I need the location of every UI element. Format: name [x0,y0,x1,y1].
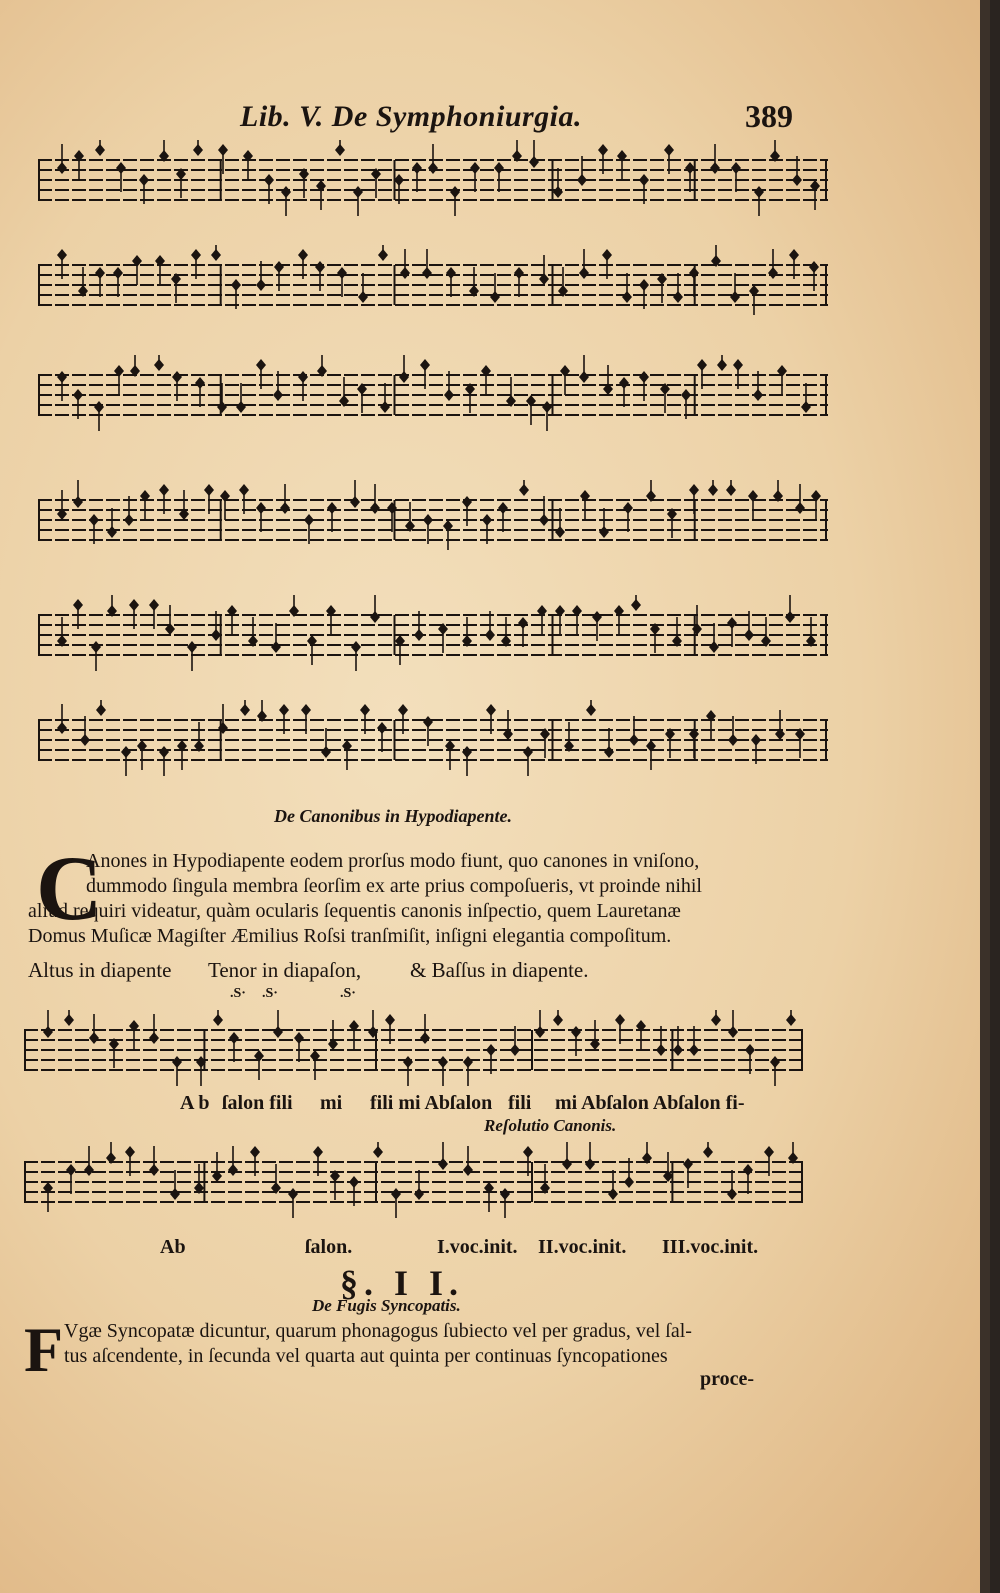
music-staff-6 [38,700,828,790]
canon-staff [24,1010,804,1100]
drop-cap-2: F [24,1314,64,1385]
section-caption: De Canonibus in Hypodiapente. [274,806,513,826]
lyric-5: fili [508,1092,532,1114]
running-header: Lib. V. De Symphoniurgia. [240,100,583,133]
resolutio-caption: Reſolutio Canonis. [484,1116,617,1135]
lyric-ab: Ab [160,1236,186,1258]
paragraph-line-2: dummodo ſingula membra ſeorſim ex arte prius compoſueris, vt proinde nihil [86,875,702,897]
signum-mark-1: .S· [230,986,246,1001]
paragraph-line-3: aliud requiri videatur, quàm ocularis ſequentis canonis inſpectio, quem Lauretanæ [28,900,681,922]
voice-entry-2: II.voc.init. [538,1236,627,1258]
music-staff-3 [38,355,828,445]
paragraph2-line-2: tus aſcendente, in ſecunda vel quarta aut quinta per continuas ſyncopationes [64,1345,668,1367]
lyric-salon: ſalon. [305,1236,353,1258]
voice-bassus: & Baſſus in diapente. [410,958,589,982]
voice-tenor: Tenor in diapaſon, [208,958,362,982]
page-edge [980,0,990,1593]
paragraph2-line-1: Vgæ Syncopatæ dicuntur, quarum phonagogus ſubiecto vel per gradus, vel ſal- [64,1320,692,1342]
page-number: 389 [745,98,793,134]
signum-mark-3: .S· [340,986,356,1001]
music-staff-5 [38,595,828,685]
music-staff-2 [38,245,828,335]
section-heading: §. I I. [340,1263,465,1303]
lyric-3: mi [320,1092,343,1114]
music-staff-1 [38,140,828,230]
voice-entry-1: I.voc.init. [437,1236,518,1258]
paragraph-line-1: Anones in Hypodiapente eodem prorſus modo fiunt, quo canones in vniſono, [86,850,700,872]
drop-cap: C [36,837,103,939]
section-caption-2: De Fugis Syncopatis. [312,1296,461,1315]
lyric-1: A b [180,1092,210,1114]
lyric-6: mi Abſalon Abſalon fi- [555,1092,745,1114]
resolution-staff [24,1142,804,1232]
signum-mark-2: .S· [262,986,278,1001]
lyric-2: ſalon fili [222,1092,293,1114]
music-staff-4 [38,480,828,570]
lyric-4: fili mi Abſalon [370,1092,493,1114]
voice-entry-3: III.voc.init. [662,1236,759,1258]
voice-altus: Altus in diapente [28,958,172,982]
catchword: proce- [700,1368,755,1390]
paragraph-line-4: Domus Muſicæ Magiſter Æmilius Roſsi tranſmiſit, inſigni elegantia compoſitum. [28,925,672,947]
